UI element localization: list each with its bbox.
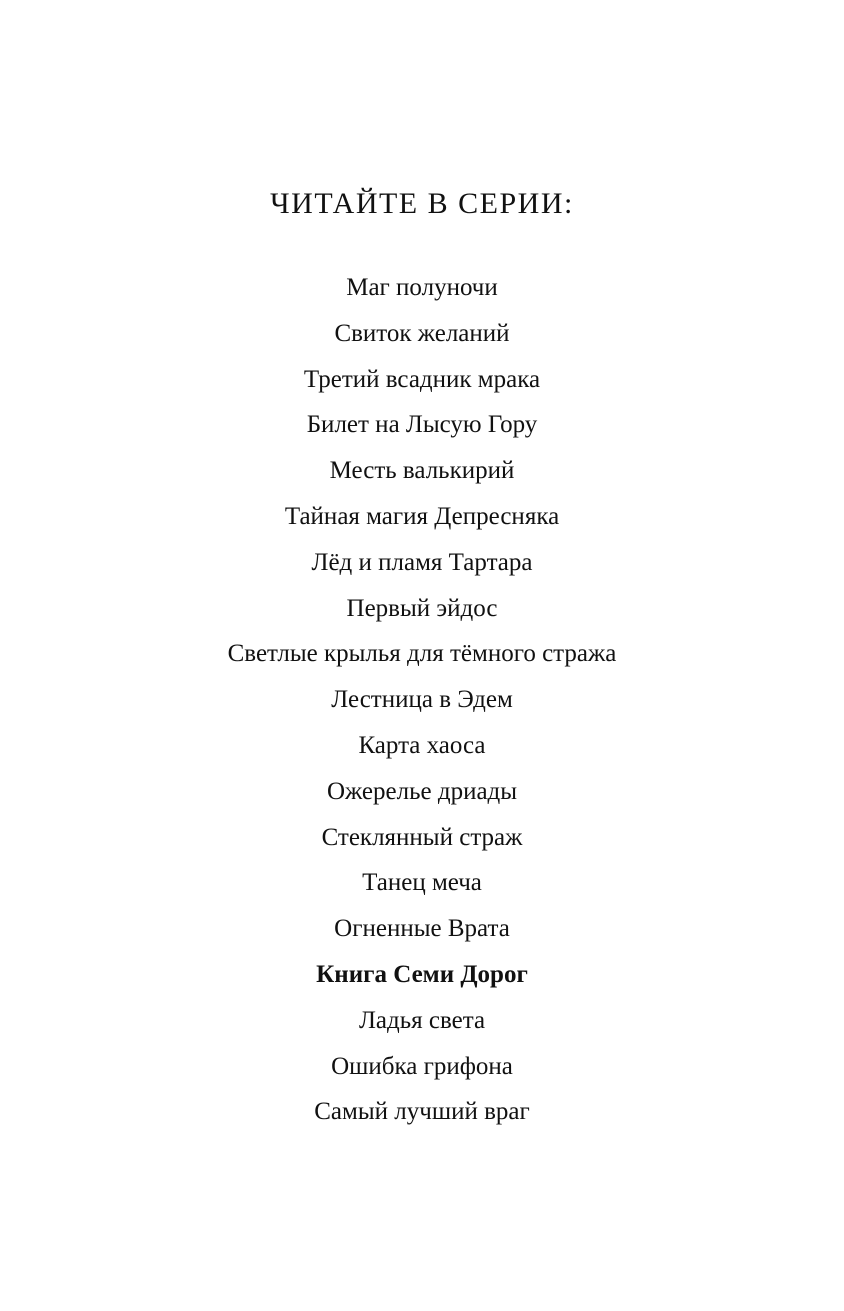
series-title-item: Ошибка грифона — [331, 1052, 513, 1080]
series-title-item: Тайная магия Депресняка — [284, 502, 560, 530]
series-title-item: Карта хаоса — [358, 731, 486, 759]
series-title-item-current: Книга Семи Дорог — [316, 960, 528, 988]
series-title-item: Самый лучший враг — [314, 1098, 530, 1126]
series-title-list — [0, 265, 844, 1135]
series-title-item: Светлые крылья для тёмного стража — [227, 640, 617, 668]
series-title-item: Танец меча — [362, 869, 482, 897]
series-title-item: Маг полуночи — [346, 274, 498, 301]
series-title-item: Свиток желаний — [334, 319, 510, 347]
series-title-item: Ладья света — [358, 1006, 486, 1034]
series-title-item: Огненные Врата — [334, 915, 510, 943]
series-title-item: Месть валькирий — [329, 457, 515, 485]
series-heading: ЧИТАЙТЕ В СЕРИИ: — [270, 187, 574, 220]
series-title-item: Первый эйдос — [346, 594, 498, 622]
series-title-item: Лестница в Эдем — [331, 686, 513, 714]
series-title-item: Лёд и пламя Тартара — [311, 548, 533, 576]
series-title-item: Ожерелье дриады — [326, 777, 518, 805]
series-title-item: Билет на Лысую Гору — [306, 411, 538, 439]
series-title-item: Третий всадник мрака — [303, 365, 541, 393]
series-title-item: Стеклянный страж — [321, 823, 523, 851]
